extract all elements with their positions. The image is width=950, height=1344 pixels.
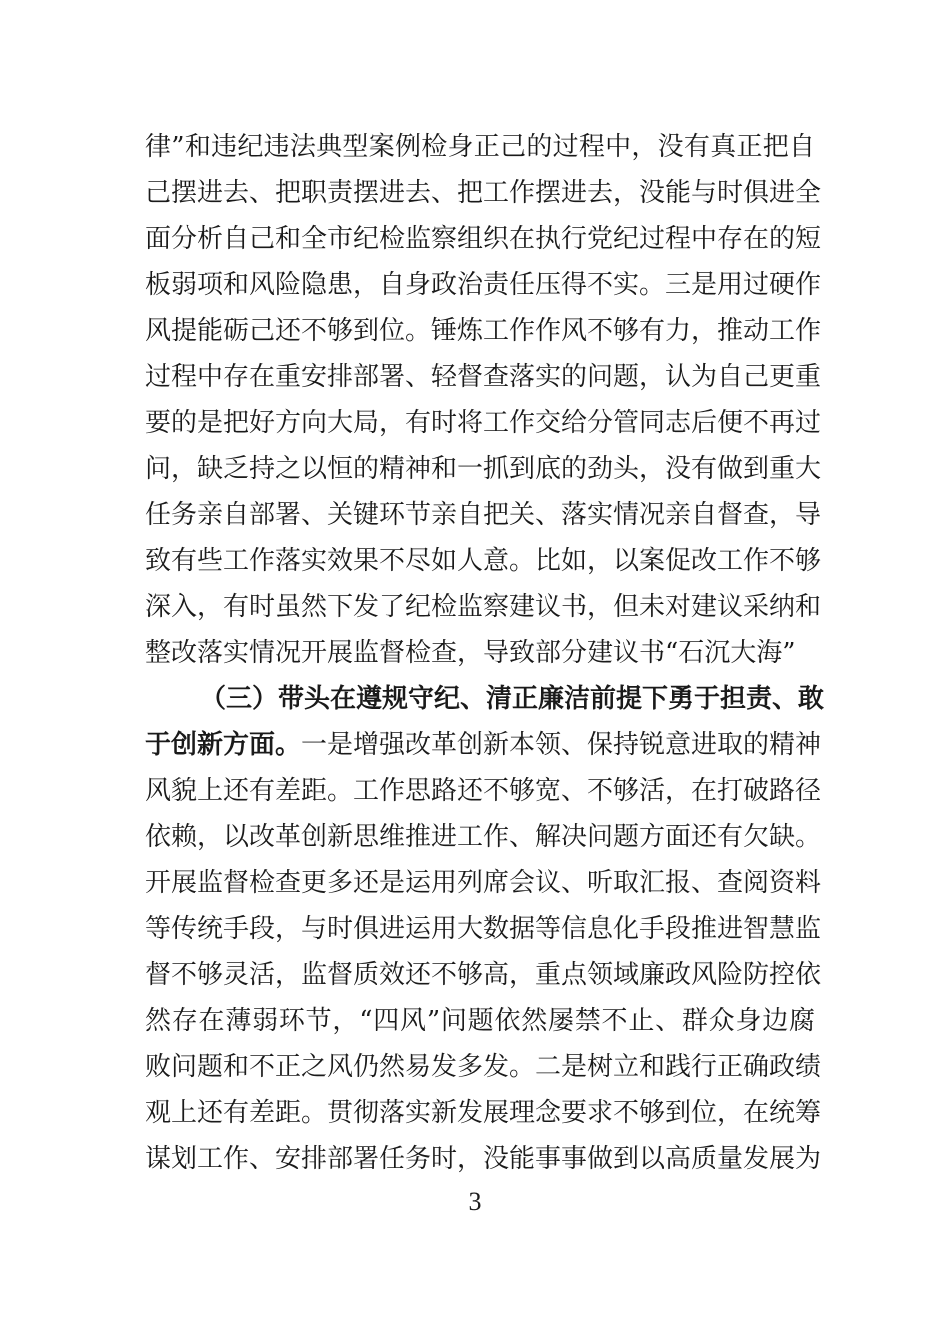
text-line: 板弱项和风险隐患，自身政治责任压得不实。三是用过硬作 xyxy=(145,270,822,300)
text-line: 面分析自己和全市纪检监察组织在执行党纪过程中存在的短 xyxy=(145,224,822,254)
text-line: 深入，有时虽然下发了纪检监察建议书，但未对建议采纳和 xyxy=(145,592,822,622)
text-line: 观上还有差距。贯彻落实新发展理念要求不够到位，在统筹 xyxy=(145,1098,822,1128)
section-text: 一是增强改革创新本领、保持锐意进取的精神 xyxy=(301,730,822,760)
text-line: 等传统手段，与时俱进运用大数据等信息化手段推进智慧监 xyxy=(145,914,822,944)
text-line: 要的是把好方向大局，有时将工作交给分管同志后便不再过 xyxy=(145,408,822,438)
text-line: 风貌上还有差距。工作思路还不够宽、不够活，在打破路径 xyxy=(145,776,822,806)
text-line: 任务亲自部署、关键环节亲自把关、落实情况亲自督查，导 xyxy=(145,500,822,530)
text-line: 过程中存在重安排部署、轻督查落实的问题，认为自己更重 xyxy=(145,362,822,392)
text-line: 致有些工作落实效果不尽如人意。比如，以案促改工作不够 xyxy=(145,546,822,576)
text-line: 开展监督检查更多还是运用列席会议、听取汇报、查阅资料 xyxy=(145,868,822,898)
text-line: 律”和违纪违法典型案例检身正己的过程中，没有真正把自 xyxy=(145,132,815,162)
section-heading-tail: 于创新方面。 xyxy=(145,730,302,760)
text-line: 然存在薄弱环节，“四风”问题依然屡禁不止、群众身边腐 xyxy=(145,1006,815,1036)
text-line: 督不够灵活，监督质效还不够高，重点领域廉政风险防控依 xyxy=(145,960,822,990)
text-line: 依赖，以改革创新思维推进工作、解决问题方面还有欠缺。 xyxy=(145,822,822,852)
section-heading-continuation xyxy=(145,729,822,761)
text-line: 败问题和不正之风仍然易发多发。二是树立和践行正确政绩 xyxy=(145,1052,822,1082)
text-line: 问，缺乏持之以恒的精神和一抓到底的劲头，没有做到重大 xyxy=(145,454,822,484)
section-heading: （三）带头在遵规守纪、清正廉洁前提下勇于担责、敢 xyxy=(200,684,825,714)
text-line: 谋划工作、安排部署任务时，没能事事做到以高质量发展为 xyxy=(145,1144,822,1174)
text-line: 己摆进去、把职责摆进去、把工作摆进去，没能与时俱进全 xyxy=(145,178,822,208)
text-line: 整改落实情况开展监督检查，导致部分建议书“石沉大海” xyxy=(145,638,796,668)
page-number: 3 xyxy=(468,1187,482,1216)
text-line: 风提能砺己还不够到位。锤炼工作作风不够有力，推动工作 xyxy=(145,316,822,346)
